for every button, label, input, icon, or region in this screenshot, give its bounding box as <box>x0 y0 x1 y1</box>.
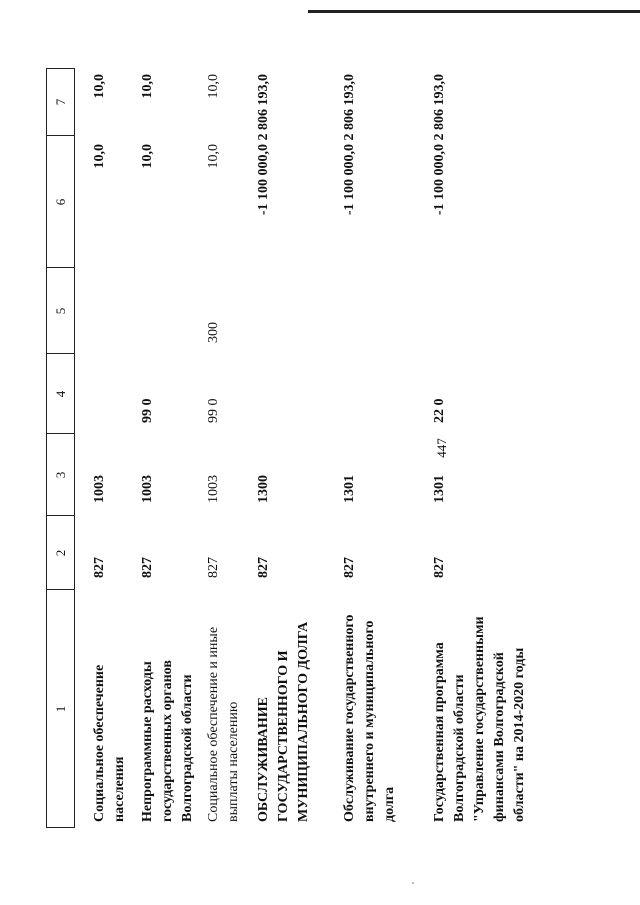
scan-artifact <box>412 882 414 884</box>
row-col-3: 1003 <box>206 475 221 503</box>
top-rule <box>308 10 640 13</box>
row-col-7: 2 806 193,0 <box>342 74 357 141</box>
row-col-3: 1301 <box>432 475 447 503</box>
row-col-2: 827 <box>140 557 155 578</box>
column-header-7: 7 <box>53 98 68 106</box>
column-header-3: 3 <box>53 471 68 479</box>
row-col-7: 2 806 193,0 <box>256 74 271 141</box>
row-col-4: 99 0 <box>140 398 155 423</box>
row-name: Непрограммные расходы государственных органов Волгоградской области <box>140 660 195 822</box>
row-name: ОБСЛУЖИВАНИЕ ГОСУДАРСТВЕННОГО И МУНИЦИПАЛЬНОГО ДОЛГА <box>256 621 311 822</box>
row-col-2: 827 <box>92 557 107 578</box>
row-col-5: 300 <box>206 322 221 343</box>
row-col-6: 10,0 <box>206 144 221 169</box>
column-header-5: 5 <box>53 307 68 315</box>
row-col-7: 10,0 <box>92 74 107 99</box>
column-header-1: 1 <box>53 705 68 713</box>
row-col-7: 10,0 <box>140 74 155 99</box>
page-number: 447 <box>434 438 449 458</box>
row-name: Социальное обеспечение населения <box>92 664 127 822</box>
row-name: Обслуживание государственного внутреннего и муниципального долга <box>342 614 397 822</box>
row-col-2: 827 <box>256 557 271 578</box>
column-header-2: 2 <box>53 549 68 557</box>
row-col-3: 1003 <box>92 475 107 503</box>
table-top-border <box>46 68 47 828</box>
row-col-6: -1 100 000,0 <box>256 144 271 216</box>
row-col-2: 827 <box>342 557 357 578</box>
column-header-6: 6 <box>53 198 68 206</box>
budget-table <box>46 68 586 828</box>
row-col-6: 10,0 <box>92 144 107 169</box>
row-col-6: 10,0 <box>140 144 155 169</box>
row-col-7: 10,0 <box>206 74 221 99</box>
row-col-4: 22 0 <box>432 398 447 423</box>
row-col-3: 1301 <box>342 475 357 503</box>
row-col-6: -1 100 000,0 <box>342 144 357 216</box>
row-col-2: 827 <box>206 557 221 578</box>
rotated-table-area <box>46 68 586 828</box>
row-col-3: 1300 <box>256 475 271 503</box>
column-header-4: 4 <box>53 390 68 398</box>
row-col-7: 2 806 193,0 <box>432 74 447 141</box>
row-col-2: 827 <box>432 557 447 578</box>
row-name: Социальное обеспечение и иные выплаты населению <box>206 626 241 822</box>
row-name: Государственная программа Волгоградской области "Управление государственными финансами Волгоградской области" на 2014-2020 годы <box>432 616 527 822</box>
row-col-3: 1003 <box>140 475 155 503</box>
row-col-6: -1 100 000,0 <box>432 144 447 216</box>
row-col-4: 99 0 <box>206 398 221 423</box>
header-bottom-border <box>74 68 75 828</box>
